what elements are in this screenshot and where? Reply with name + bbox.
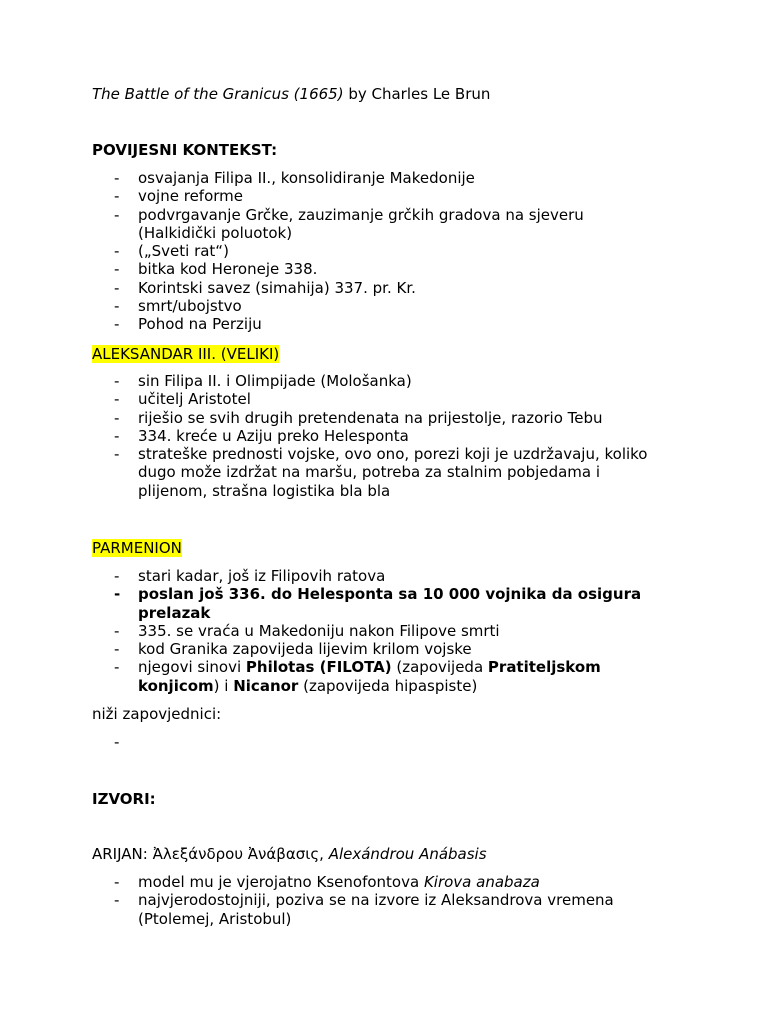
list-aleksandar xyxy=(92,372,692,500)
list-item-continuation xyxy=(92,677,692,695)
heading-parmenion xyxy=(92,539,182,557)
list-item: - 334. kreće u Aziju preko Helesponta xyxy=(92,427,692,445)
list-item: - bitka kod Heroneje 338. xyxy=(92,260,692,278)
text-run: ) i xyxy=(213,676,234,695)
heading-povijesni-kontekst: POVIJESNI KONTEKST: xyxy=(92,141,278,159)
list-item: - strateške prednosti vojske, ovo ono, porezi koji je uzdržavaju, koliko xyxy=(92,445,692,463)
author-label: ARIJAN: xyxy=(92,845,153,863)
unit-name: Pratiteljskom xyxy=(487,658,601,677)
unit-name: konjicom xyxy=(138,676,214,695)
list-item: - 335. se vraća u Makedoniju nakon Filipove smrti xyxy=(92,622,692,640)
list-parmenion xyxy=(92,567,692,695)
text-run: model mu je vjerojatno Ksenofontova xyxy=(138,873,424,891)
arijan-line xyxy=(92,845,487,863)
name-nicanor: Nicanor xyxy=(233,676,299,695)
list-item-sons xyxy=(92,658,692,676)
latin-title: Alexándrou Anábasis xyxy=(323,845,487,863)
list-item: - osvajanja Filipa II., konsolidiranje Makedonije xyxy=(92,169,692,187)
list-item-continuation: dugo može izdržat na maršu, potreba za stalnim pobjedama i xyxy=(138,463,601,482)
painting-title: The Battle of the Granicus (1665) xyxy=(92,85,344,103)
list-izvori xyxy=(92,873,692,928)
book-title: Kirova anabaza xyxy=(423,873,540,891)
painting-author: by Charles Le Brun xyxy=(343,85,491,103)
heading-izvori: IZVORI: xyxy=(92,790,156,808)
subcommanders-label: niži zapovjednici: xyxy=(92,705,222,723)
list-item-continuation: (Halkidički poluotok) xyxy=(138,223,293,242)
list-item: - stari kadar, još iz Filipovih ratova xyxy=(92,567,692,585)
list-item: - vojne reforme xyxy=(92,187,692,205)
list-item: - riješio se svih drugih pretendenata na prijestolje, razorio Tebu xyxy=(92,409,692,427)
list-item: - Korintski savez (simahija) 337. pr. Kr. xyxy=(92,279,692,297)
document-title xyxy=(92,85,490,103)
list-item: - smrt/ubojstvo xyxy=(92,297,692,315)
list-item: - podvrgavanje Grčke, zauzimanje grčkih gradova na sjeveru xyxy=(92,206,692,224)
highlighted-heading: ALEKSANDAR III. (VELIKI) xyxy=(92,345,280,363)
list-item xyxy=(92,873,692,891)
name-philotas: Philotas (FILOTA) xyxy=(245,658,392,677)
list-item-continuation: (Ptolemej, Aristobul) xyxy=(138,909,292,928)
text-run: (zapovijeda xyxy=(391,658,488,677)
text-run: njegovi sinovi xyxy=(138,658,246,677)
list-item: - učitelj Aristotel xyxy=(92,390,692,408)
list-item-bold: - poslan još 336. do Helesponta sa 10 000 vojnika da osigura xyxy=(92,585,692,603)
text-run: (zapovijeda hipaspiste) xyxy=(298,676,478,695)
list-povijesni-kontekst xyxy=(92,169,692,334)
list-item: - kod Granika zapovijeda lijevim krilom vojske xyxy=(92,640,692,658)
list-item: - („Sveti rat“) xyxy=(92,242,692,260)
heading-aleksandar xyxy=(92,345,279,363)
list-item: - najvjerodostojniji, poziva se na izvore iz Aleksandrova vremena xyxy=(92,891,692,909)
list-item-continuation: prelazak xyxy=(138,603,211,622)
list-item: - sin Filipa II. i Olimpijade (Mološanka) xyxy=(92,372,692,390)
greek-title: Ἀλεξάνδρου Ἀνάβασις, xyxy=(152,845,324,863)
highlighted-heading: PARMENION xyxy=(92,539,182,557)
list-item-continuation: plijenom, strašna logistika bla bla xyxy=(138,481,391,500)
list-item: - Pohod na Perziju xyxy=(92,315,692,333)
